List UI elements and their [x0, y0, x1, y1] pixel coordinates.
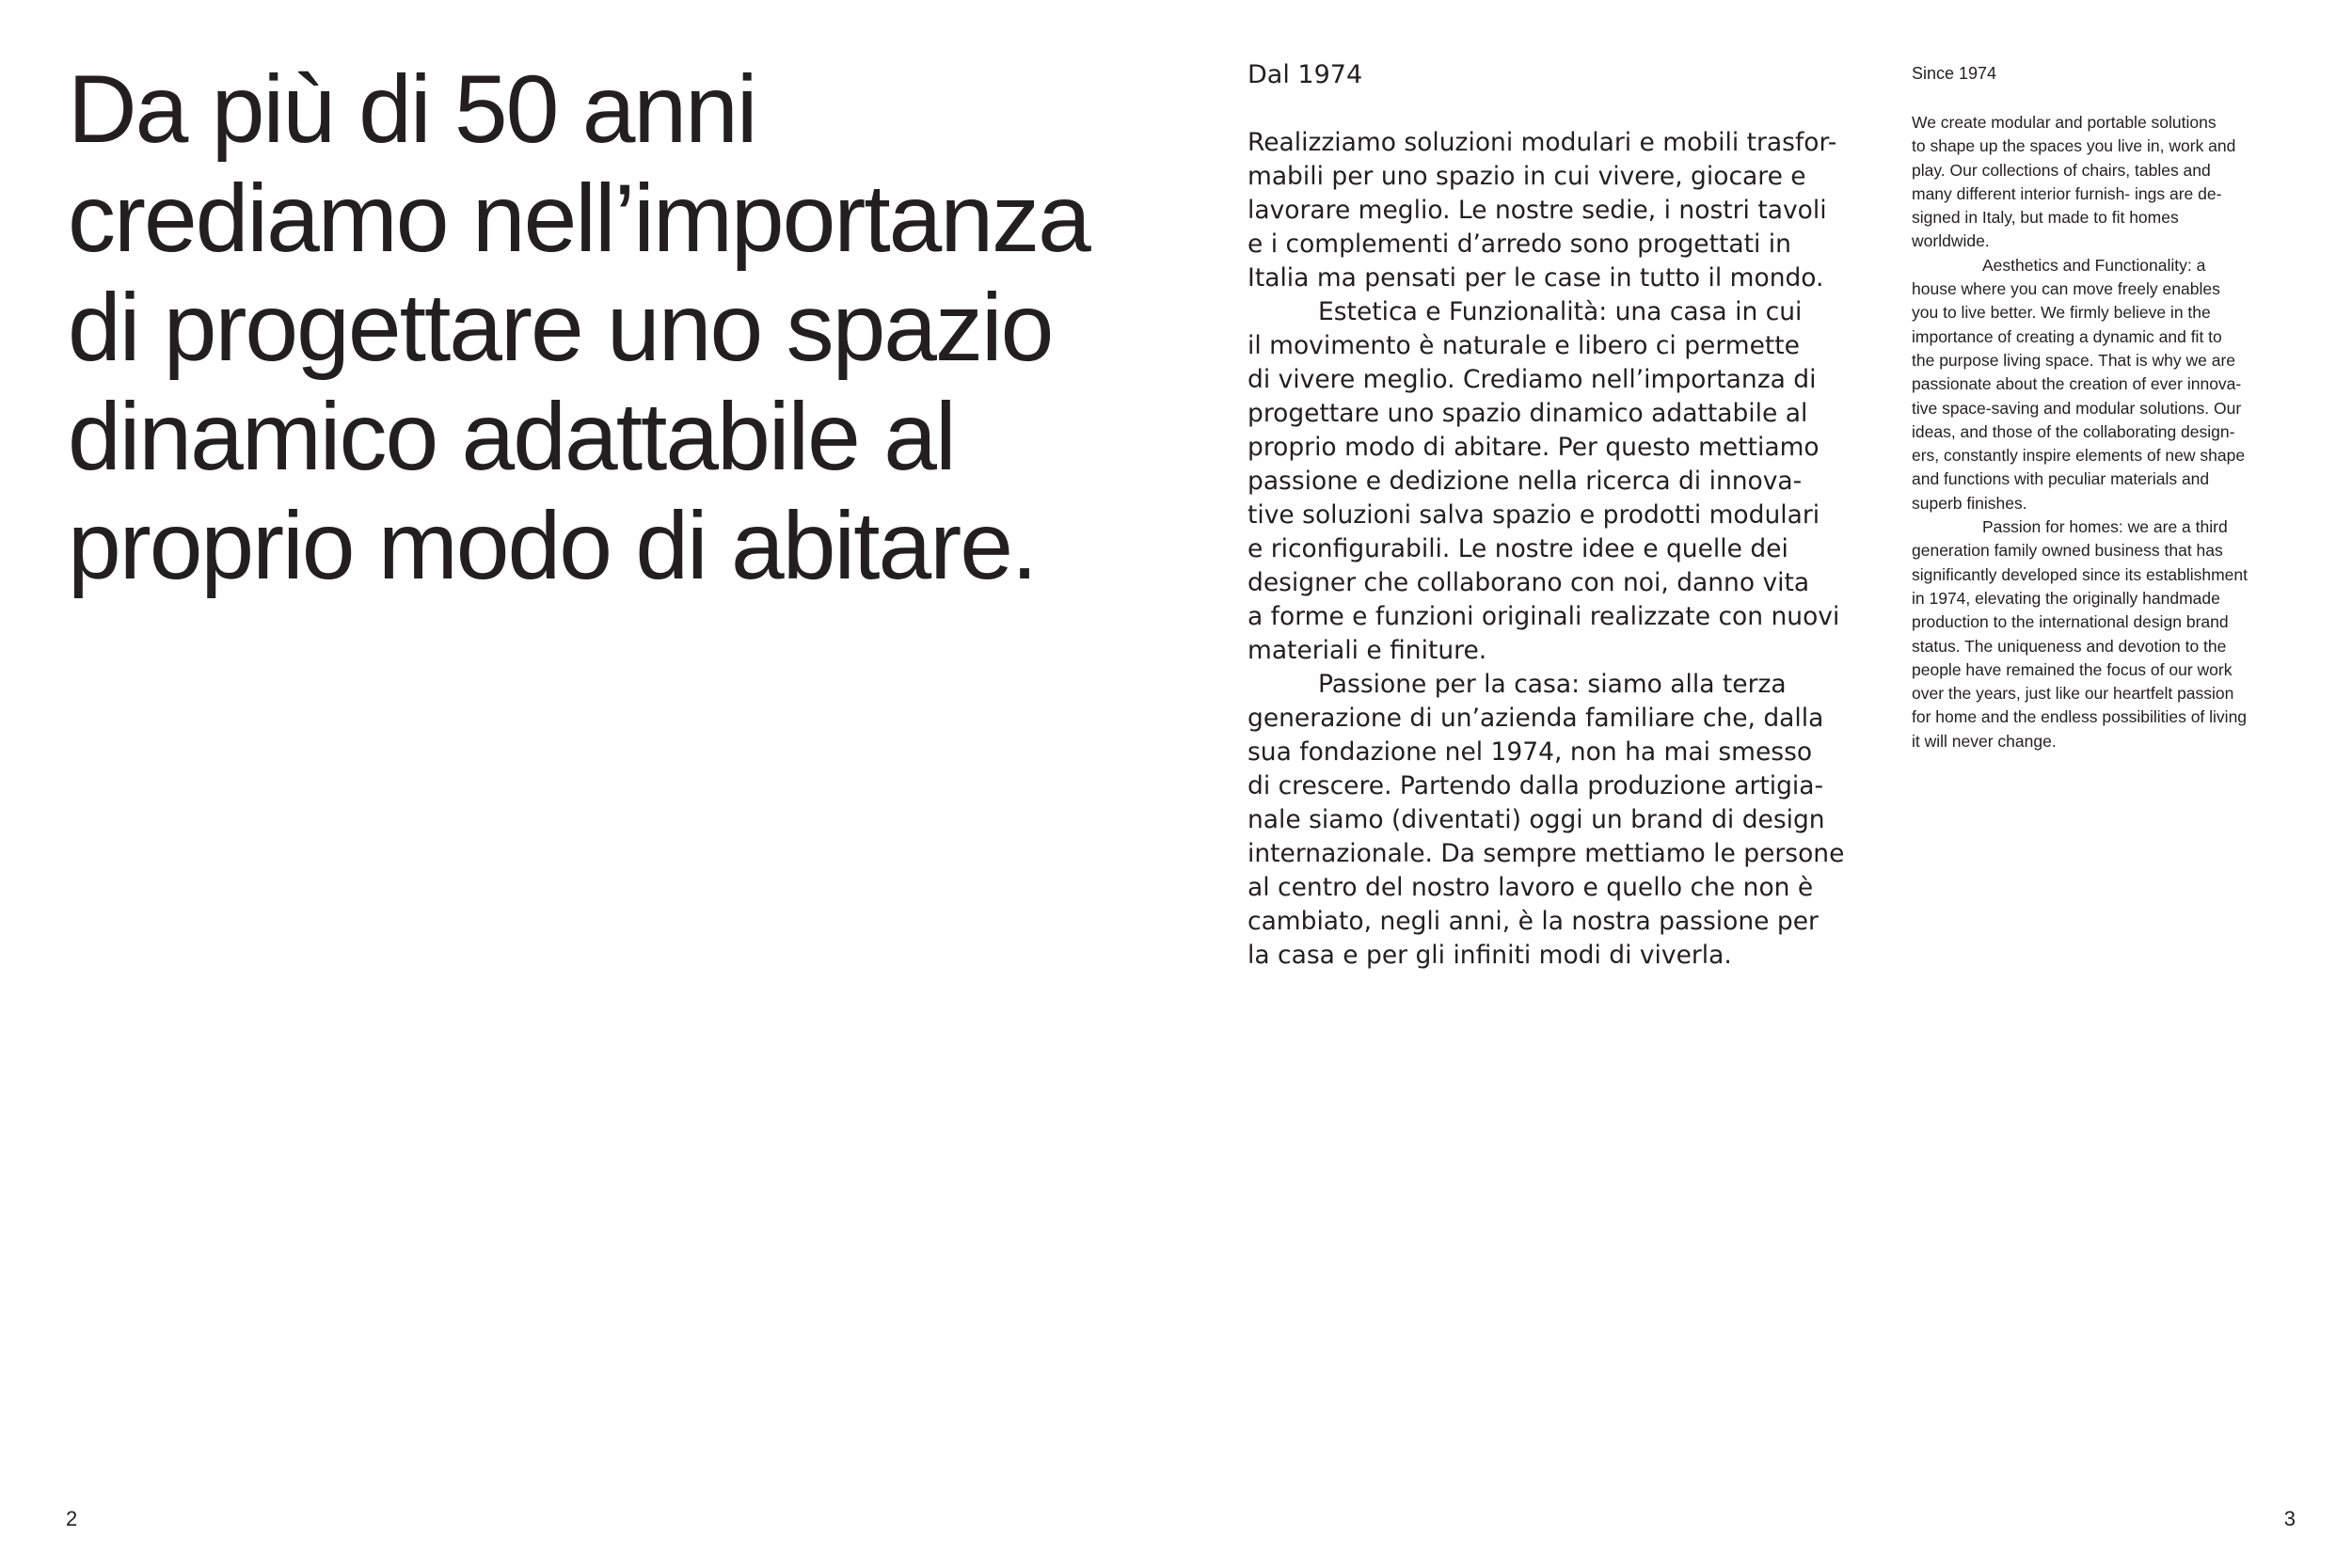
- text-line: status. The uniqueness and devotion to the: [1912, 636, 2227, 656]
- text-line: it will never change.: [1912, 731, 2057, 751]
- headline-line: proprio modo di abitare.: [68, 492, 1037, 599]
- text-line: tive soluzioni salva spazio e prodotti modulari: [1248, 500, 1820, 530]
- text-line: al centro del nostro lavoro e quello che non è: [1248, 873, 1814, 902]
- text-line: generazione di un’azienda familiare che, dalla: [1248, 704, 1824, 733]
- text-line: play. Our collections of chairs, tables and: [1912, 160, 2211, 180]
- headline-line: crediamo nell’importanza: [68, 165, 1089, 272]
- headline-line: dinamico adattabile al: [68, 383, 955, 490]
- text-line: house where you can move freely enables: [1912, 279, 2220, 299]
- text-line: cambiato, negli anni, è la nostra passione per: [1248, 907, 1819, 936]
- text-line: a forme e funzioni originali realizzate con nuovi: [1248, 602, 1840, 631]
- text-line: ers, constantly inspire elements of new shape: [1912, 446, 2246, 466]
- text-line: to shape up the spaces you live in, work and: [1912, 136, 2236, 156]
- text-line: di vivere meglio. Crediamo nell’importanza di: [1248, 365, 1817, 394]
- english-text-column: [1912, 62, 2307, 753]
- english-column-body: [1912, 111, 2307, 753]
- italian-text-column: [1248, 58, 1850, 973]
- text-line: nale siamo (diventati) oggi un brand di design: [1248, 805, 1825, 834]
- text-line: generation family owned business that has: [1912, 541, 2223, 561]
- english-paragraph: [1912, 254, 2307, 515]
- italian-paragraph: [1248, 126, 1850, 295]
- text-line: Aesthetics and Functionality: a: [1982, 255, 2206, 275]
- english-paragraph: [1912, 111, 2307, 254]
- text-line: Realizziamo soluzioni modulari e mobili trasfor-: [1248, 128, 1837, 157]
- text-line: e riconfigurabili. Le nostre idee e quelle dei: [1248, 534, 1788, 563]
- english-column-title: Since 1974: [1912, 64, 1997, 83]
- text-line: people have remained the focus of our work: [1912, 659, 2233, 679]
- text-line: importance of creating a dynamic and fit to: [1912, 326, 2222, 346]
- text-line: proprio modo di abitare. Per questo mettiamo: [1248, 433, 1820, 462]
- text-line: Italia ma pensati per le case in tutto il mondo.: [1248, 263, 1824, 293]
- text-line: Passion for homes: we are a third: [1982, 517, 2228, 537]
- page-number-left: 2: [66, 1507, 78, 1530]
- text-line: materiali e finiture.: [1248, 636, 1487, 665]
- text-line: passionate about the creation of ever innova-: [1912, 374, 2242, 394]
- text-line: and functions with peculiar materials and: [1912, 469, 2210, 489]
- headline-line: Da più di 50 anni: [68, 55, 756, 163]
- text-line: the purpose living space. That is why we are: [1912, 350, 2236, 370]
- english-paragraph: [1912, 515, 2307, 753]
- text-line: tive space-saving and modular solutions. Our: [1912, 398, 2242, 418]
- text-line: Estetica e Funzionalità: una casa in cui: [1318, 297, 1803, 326]
- text-line: la casa e per gli infiniti modi di viverla.: [1248, 941, 1732, 970]
- text-line: lavorare meglio. Le nostre sedie, i nostri tavoli: [1248, 196, 1827, 225]
- text-line: mabili per uno spazio in cui vivere, giocare e: [1248, 162, 1806, 191]
- text-line: significantly developed since its establishment: [1912, 564, 2248, 584]
- text-line: worldwide.: [1912, 231, 1990, 251]
- text-line: production to the international design brand: [1912, 612, 2229, 632]
- text-line: for home and the endless possibilities of living: [1912, 707, 2248, 727]
- text-line: ideas, and those of the collaborating design-: [1912, 421, 2235, 441]
- text-line: Passione per la casa: siamo alla terza: [1318, 670, 1787, 699]
- italian-column-body: [1248, 126, 1850, 973]
- text-line: internazionale. Da sempre mettiamo le persone: [1248, 839, 1845, 868]
- headline-line: di progettare uno spazio: [68, 274, 1053, 381]
- italian-paragraph: [1248, 668, 1850, 973]
- text-line: e i complementi d’arredo sono progettati in: [1248, 230, 1791, 259]
- text-line: We create modular and portable solutions: [1912, 113, 2217, 132]
- text-line: il movimento è naturale e libero ci permette: [1248, 331, 1800, 360]
- text-line: many different interior furnish- ings are de-: [1912, 183, 2222, 203]
- italian-paragraph: [1248, 295, 1850, 668]
- text-line: passione e dedizione nella ricerca di innova-: [1248, 467, 1803, 496]
- text-line: designer che collaborano con noi, danno vita: [1248, 568, 1810, 597]
- headline: [68, 55, 1178, 600]
- text-line: superb finishes.: [1912, 493, 2027, 513]
- text-line: over the years, just like our heartfelt passion: [1912, 684, 2234, 704]
- text-line: in 1974, elevating the originally handmade: [1912, 588, 2220, 608]
- text-line: sua fondazione nel 1974, non ha mai smesso: [1248, 737, 1813, 767]
- text-line: progettare uno spazio dinamico adattabile al: [1248, 399, 1808, 428]
- text-line: signed in Italy, but made to fit homes: [1912, 208, 2179, 228]
- page-number-right: 3: [2283, 1507, 2296, 1530]
- text-line: di crescere. Partendo dalla produzione artigia-: [1248, 771, 1824, 800]
- italian-column-title: Dal 1974: [1248, 60, 1363, 89]
- text-line: you to live better. We firmly believe in the: [1912, 303, 2211, 323]
